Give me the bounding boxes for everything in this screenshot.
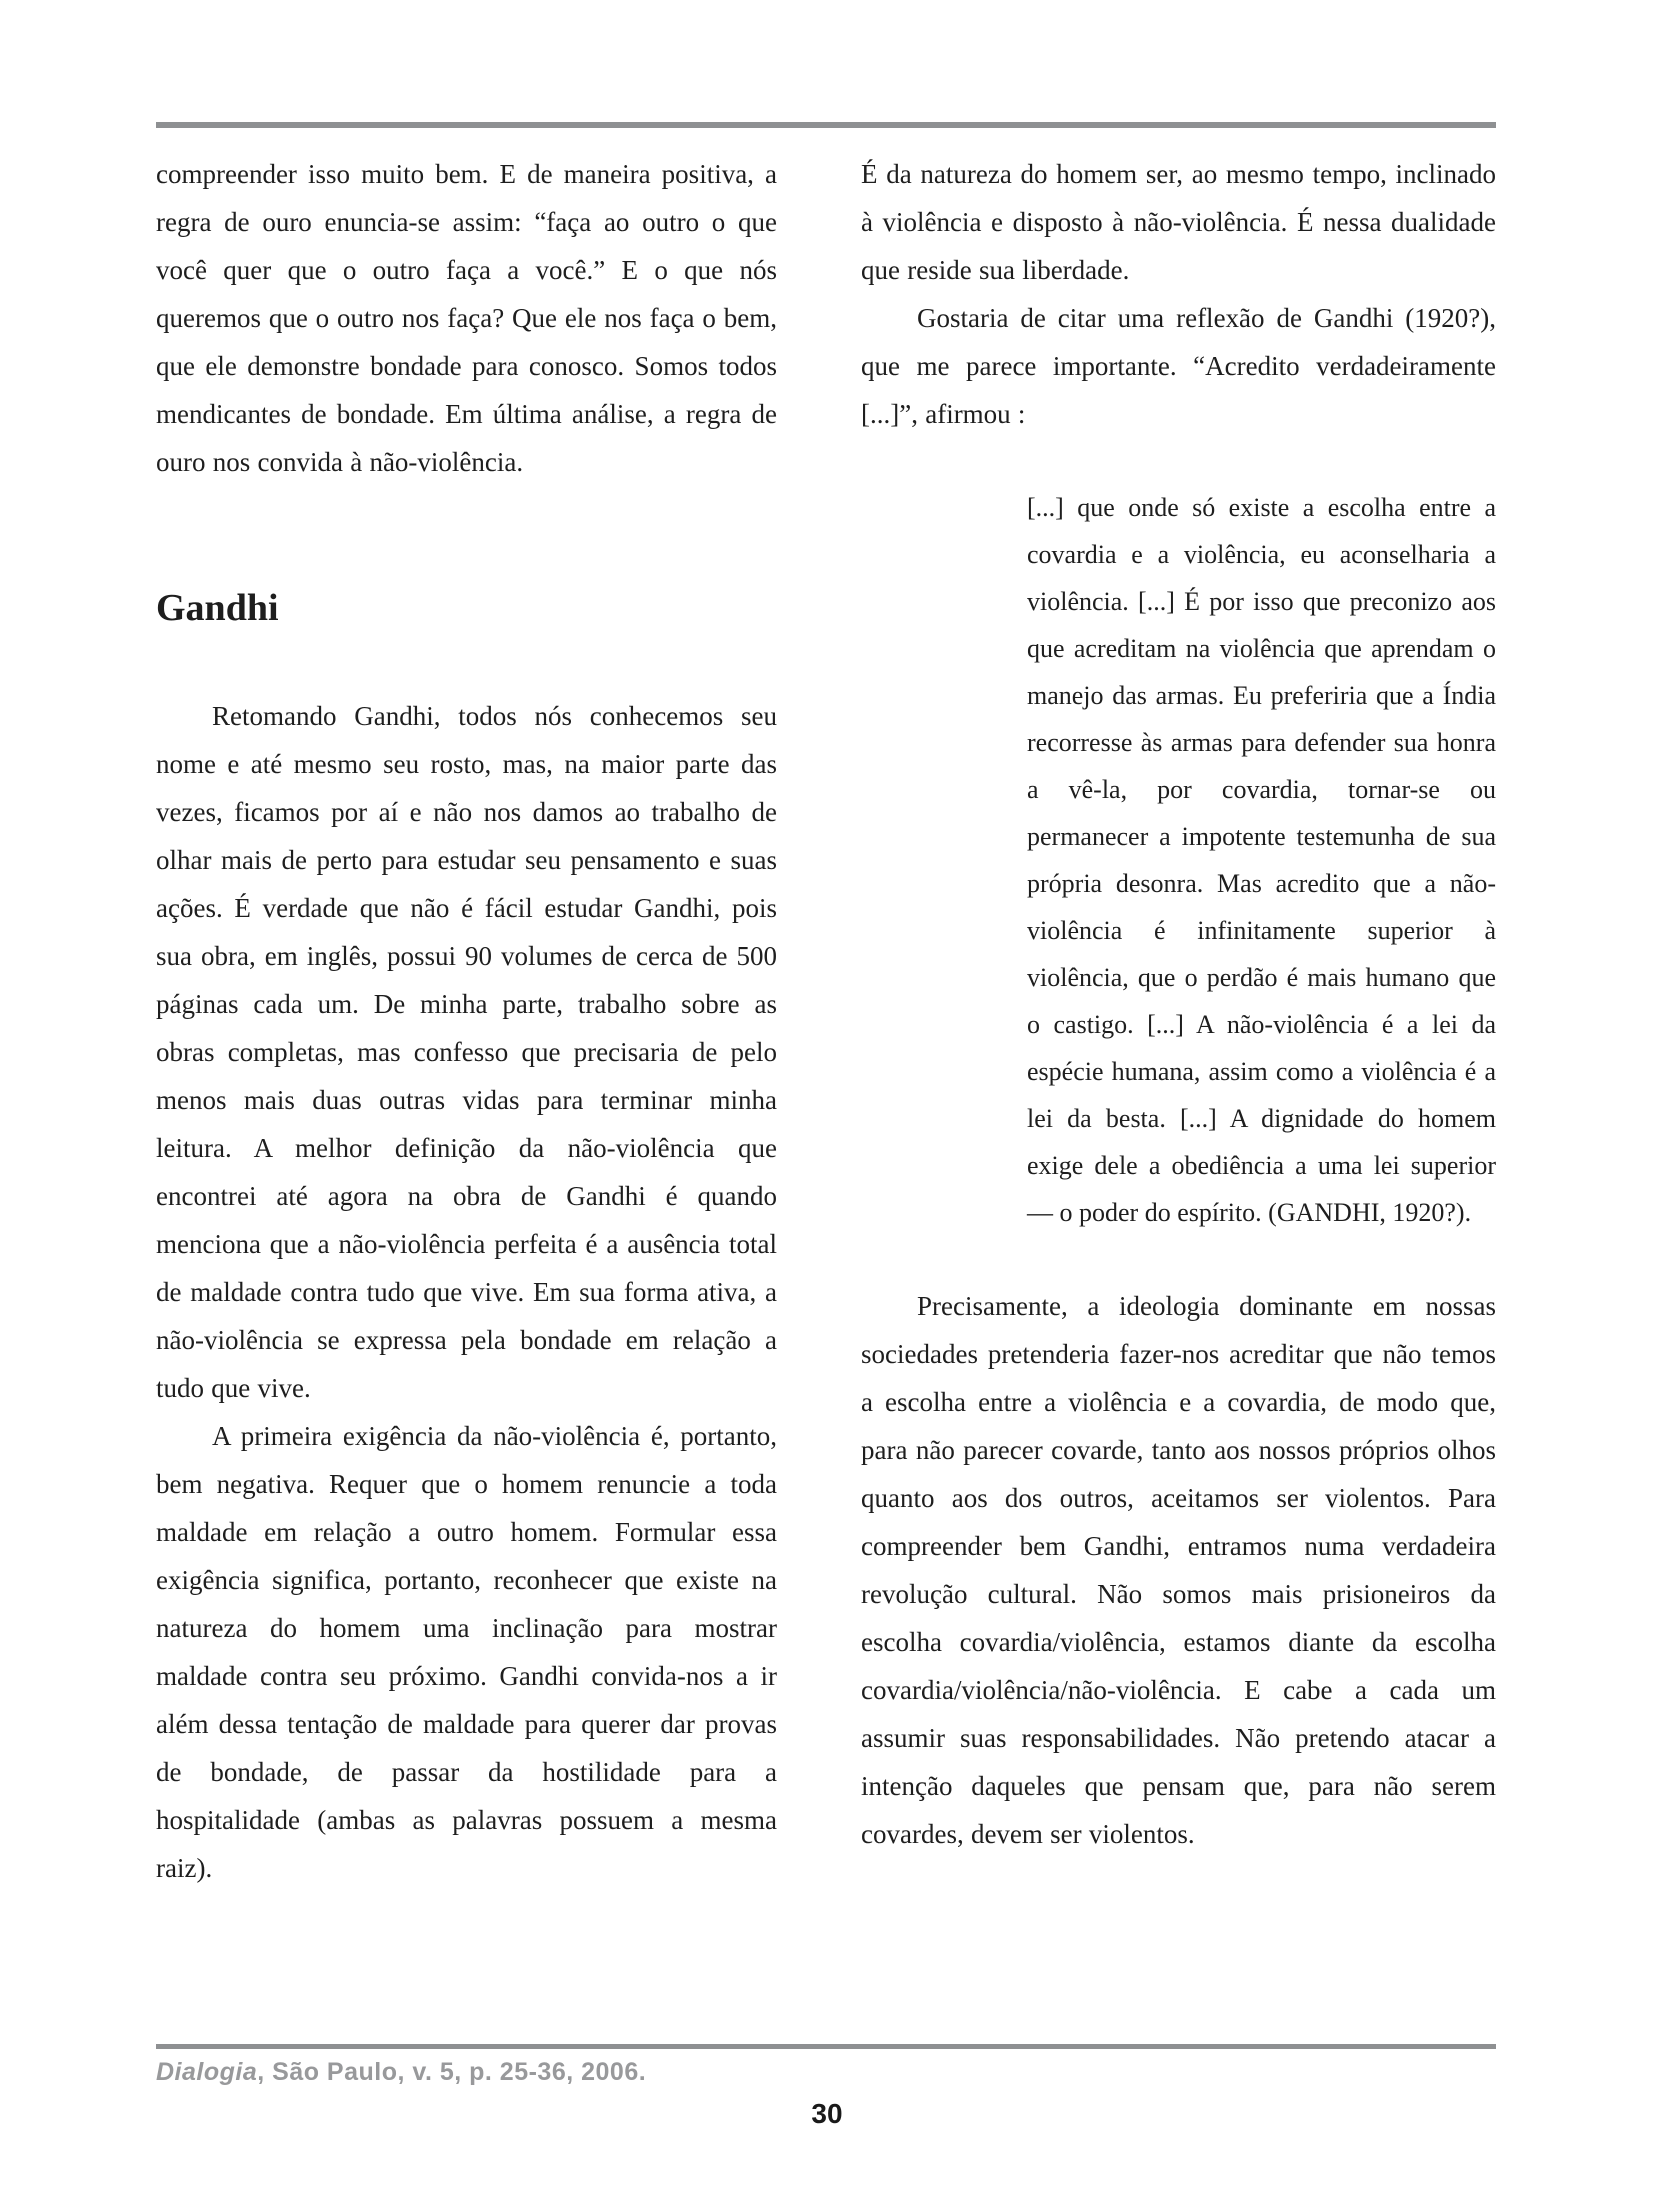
citation-text: , São Paulo, v. 5, p. 25-36, 2006.	[257, 2058, 647, 2086]
paragraph-primeira-exigencia: A primeira exigência da não-violência é, portanto, bem negativa. Requer que o homem renuncie a toda maldade em relação a outro homem. Formular essa exigência significa, portanto, reconhecer que existe na natureza do homem uma inclinação para mostrar maldade contra seu próximo. Gandhi convida-nos a ir além dessa tentação de maldade para querer dar provas de bondade, de passar da hostilidade para a hospitalidade (ambas as palavras possuem a mesma raiz).	[156, 1421, 777, 1883]
paragraph-precisamente: Precisamente, a ideologia dominante em nossas sociedades pretenderia fazer-nos acreditar que não temos a escolha entre a violência e a covardia, de modo que, para não parecer covarde, tanto aos nossos próprios olhos quanto aos dos outros, aceitamos ser violentos. Para compreender bem Gandhi, entramos numa verdadeira revolução cultural. Não somos mais prisioneiros da escolha covardia/violência, estamos diante da escolha covardia/violência/não-violência. E cabe a cada um assumir suas responsabilidades. Não pretendo atacar a intenção daqueles que pensam que, para não serem covardes, devem ser violentos.	[861, 1291, 1496, 1849]
journal-citation	[156, 2058, 646, 2087]
page-number: 30	[811, 2098, 843, 2129]
top-rule	[156, 122, 1496, 128]
paragraph-retomando-gandhi: Retomando Gandhi, todos nós conhecemos seu nome e até mesmo seu rosto, mas, na maior parte das vezes, ficamos por aí e não nos damos ao trabalho de olhar mais de perto para estudar seu pensamento e suas ações. É verdade que não é fácil estudar Gandhi, pois sua obra, em inglês, possui 90 volumes de cerca de 500 páginas cada um. De minha parte, trabalho sobre as obras completas, mas confesso que precisaria de pelo menos mais duas outras vidas para terminar minha leitura. A melhor definição da não-violência que encontrei até agora na obra de Gandhi é quando menciona que a não-violência perfeita é a ausência total de maldade contra tudo que vive. Em sua forma ativa, a não-violência se expressa pela bondade em relação a tudo que vive.	[156, 701, 777, 1403]
left-column	[156, 150, 777, 1892]
paragraph-continuation: compreender isso muito bem. E de maneira positiva, a regra de ouro enuncia-se assim: “faça ao outro o que você quer que o outro faça a você.” E o que nós queremos que o outro nos faça? Que ele nos faça o bem, que ele demonstre bondade para conosco. Somos todos mendicantes de bondade. Em última análise, a regra de ouro nos convida à não-violência.	[156, 159, 777, 477]
journal-name: Dialogia	[156, 2058, 258, 2086]
section-heading-gandhi: Gandhi	[156, 587, 279, 629]
footer-rule	[156, 2044, 1496, 2049]
article-body	[156, 150, 1496, 1892]
right-column	[861, 150, 1496, 1892]
blockquote-gandhi-citation: [...] que onde só existe a escolha entre a covardia e a violência, eu aconselharia a violência. [...] É por isso que preconizo aos que acreditam na violência que aprendam o manejo das armas. Eu preferiria que a Índia recorresse às armas para defender sua honra a vê-la, por covardia, tornar-se ou permanecer a impotente testemunha de sua própria desonra. Mas acredito que a não-violência é infinitamente superior à violência, que o perdão é mais humano que o castigo. [...] A não-violência é a lei da espécie humana, assim como a violência é a lei da besta. [...] A dignidade do homem exige dele a obediência a uma lei superior — o poder do espírito. (GANDHI, 1920?).	[1027, 493, 1496, 1227]
paragraph-natureza-do-homem: É da natureza do homem ser, ao mesmo tempo, inclinado à violência e disposto à não-violência. É nessa dualidade que reside sua liberdade.	[861, 159, 1496, 285]
paragraph-gostaria-de-citar: Gostaria de citar uma reflexão de Gandhi (1920?), que me parece importante. “Acredito verdadeiramente [...]”, afirmou :	[861, 303, 1496, 429]
